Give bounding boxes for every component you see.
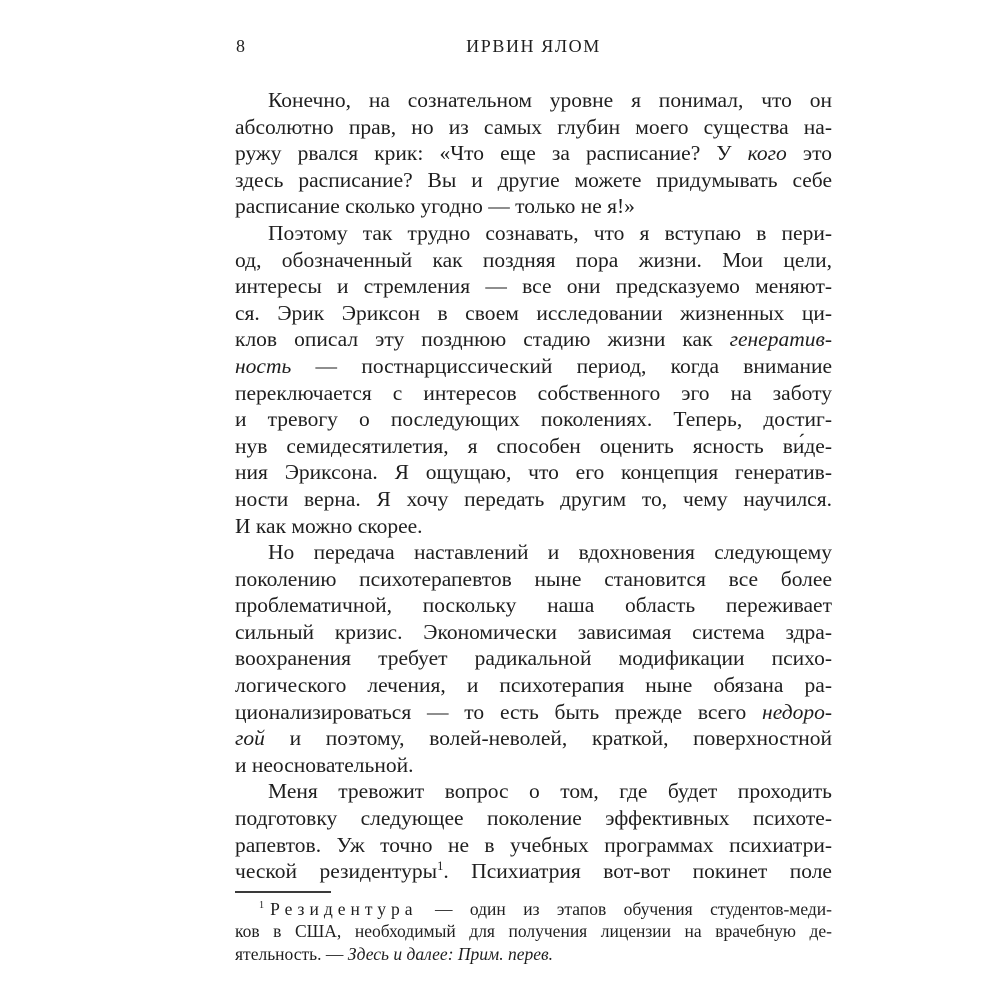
text-line: ния Эриксона. Я ощущаю, что его концепция генератив- <box>235 460 832 485</box>
page-number: 8 <box>236 36 245 56</box>
paragraph-1 <box>235 87 832 220</box>
text-line: Конечно, на сознательном уровне я понимал, что он <box>268 88 832 112</box>
text-line: воохранения требует радикальной модификации психо- <box>235 646 832 671</box>
running-title: ИРВИН ЯЛОМ <box>466 36 601 56</box>
text-line: абсолютно прав, но из самых глубин моего существа на- <box>235 114 832 139</box>
footnote-line: ков в США, необходимый для получения лицензии на врачебную де- <box>235 921 832 942</box>
footnote-marker: 1 <box>259 899 265 911</box>
page-column <box>235 36 832 965</box>
text-line: ружу рвался крик: «Что еще за расписание? У кого это <box>235 141 832 166</box>
footnote-line: $^1$ Резидентура — один из этапов обучения студентов-меди- <box>259 898 832 919</box>
italic-emphasis: ность <box>235 353 292 378</box>
text-line: здесь расписание? Вы и другие можете придумывать себе <box>235 167 832 192</box>
italic-translator-note: Здесь и далее: Прим. перев. <box>347 943 553 964</box>
body-text <box>235 87 832 885</box>
text-line: гой и поэтому, волей-неволей, краткой, поверхностной <box>235 726 832 751</box>
italic-emphasis: генератив- <box>729 327 832 352</box>
paragraph-2 <box>235 220 832 539</box>
page-header <box>235 36 832 57</box>
text-line: подготовку следующее поколение эффективных психоте- <box>235 806 832 831</box>
text-line: и неосновательной. <box>235 752 414 777</box>
footnote <box>235 898 832 966</box>
italic-emphasis: недоро- <box>762 699 832 724</box>
footnote-reference: 1 <box>437 859 444 874</box>
text-line: ческой резидентуры$^1$. Психиатрия вот-вот покинет поле <box>235 859 832 884</box>
text-line: Поэтому так трудно сознавать, что я вступаю в пери- <box>268 220 832 245</box>
text-line: клов описал эту позднюю стадию жизни как генератив- <box>235 327 832 352</box>
text-line: логического лечения, и психотерапия ныне обязана ра- <box>235 673 832 698</box>
text-line: нув семидесятилетия, я способен оценить ясность ви́де- <box>235 433 832 458</box>
footnote-line: ятельность. — Здесь и далее: Прим. перев. <box>235 943 553 964</box>
italic-emphasis: гой <box>235 726 265 751</box>
text-line: Меня тревожит вопрос о том, где будет проходить <box>268 779 832 804</box>
text-line: и тревогу о последующих поколениях. Теперь, достиг- <box>235 407 832 432</box>
italic-emphasis: кого <box>747 141 787 166</box>
text-line: ности верна. Я хочу передать другим то, чему научился. <box>235 486 832 511</box>
text-line: И как можно скорее. <box>235 513 423 538</box>
text-line: ционализироваться — то есть быть прежде всего недоро- <box>235 699 832 724</box>
text-line: ность — постнарциссический период, когда внимание <box>235 353 832 378</box>
text-line: проблематичной, поскольку наша область переживает <box>235 593 832 618</box>
paragraph-3 <box>235 539 832 778</box>
footnote-separator <box>235 891 331 893</box>
text-line: рапевтов. Уж точно не в учебных программах психиатри- <box>235 832 832 857</box>
text-line: Но передача наставлений и вдохновения следующему <box>268 540 832 565</box>
text-line: ся. Эрик Эриксон в своем исследовании жизненных ци- <box>235 300 832 325</box>
paragraph-4 <box>235 778 832 884</box>
text-line: поколению психотерапевтов ныне становится все более <box>235 566 832 591</box>
text-line: интересы и стремления — все они предсказуемо меняют- <box>235 274 832 299</box>
text-line: переключается с интересов собственного эго на заботу <box>235 380 832 405</box>
text-line: сильный кризис. Экономически зависимая система здра- <box>235 619 832 644</box>
text-line: од, обозначенный как поздняя пора жизни. Мои цели, <box>235 247 832 272</box>
text-line: расписание сколько угодно — только не я!» <box>235 194 635 219</box>
footnote-term: Резидентура <box>270 898 418 919</box>
